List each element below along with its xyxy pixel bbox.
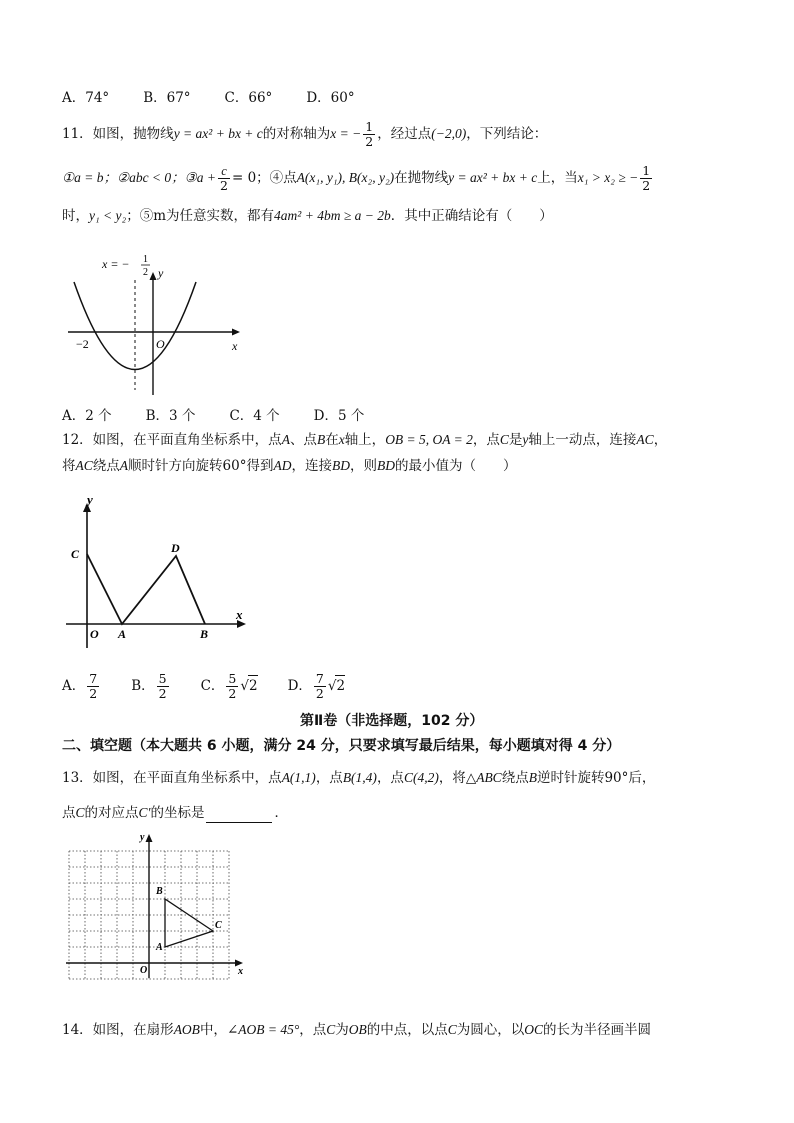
q11-option-a: A．2 个 — [62, 408, 112, 424]
q12-text: ，则 — [349, 458, 377, 474]
q13-math: B(1,4) — [342, 770, 377, 785]
q14-text: 中， — [199, 1022, 227, 1038]
q11-x-axis-arrow — [232, 329, 240, 336]
q12-text: 的最小值为（ ） — [394, 458, 517, 474]
q13-text: ，点 — [376, 770, 404, 786]
q12-x-label: x — [236, 607, 243, 622]
q10-option-b: B．67° — [143, 90, 191, 106]
q11-text: 时， — [62, 208, 89, 224]
q12-text: 得到 — [246, 458, 274, 474]
q13-math: A(1,1) — [281, 770, 316, 785]
q11-parabola-figure — [62, 250, 252, 400]
q12-text: ，连接 — [291, 458, 332, 474]
q11-text: ．其中正确结论有（ ） — [390, 208, 553, 224]
q13-triangle-abc — [165, 899, 213, 947]
q11-line-1 — [62, 120, 547, 149]
q12-option-b: B． $\frac{5}{2}$ — [131, 671, 167, 701]
q12-math: AC — [636, 432, 654, 447]
q12-math: x — [338, 432, 345, 447]
q11-condition: x₁ > x₂ ≥ − — [577, 170, 639, 185]
q12-rotation-figure — [62, 488, 252, 650]
q12-option-a: A． $\frac{7}{2}$ — [62, 671, 98, 701]
q11-axis-eq: x = − — [330, 126, 362, 141]
q11-text: ，经过点 — [377, 126, 432, 142]
q11-text: 的对称轴为 — [262, 126, 331, 142]
q12-point-c-label: C — [71, 547, 80, 561]
q11-axis-label-den: 2 — [143, 267, 148, 278]
q11-text: = 0；④点 — [231, 170, 297, 186]
q10-option-c: C．66° — [224, 90, 273, 106]
q13-text: 点 — [62, 805, 76, 821]
q13-x-label: x — [238, 966, 243, 977]
q13-math: C′ — [138, 805, 151, 820]
q12-origin-label: O — [90, 627, 99, 641]
q11-parabola-curve — [74, 282, 196, 370]
q13-point-a-label: A — [156, 942, 163, 953]
q14-math: OB — [348, 1022, 367, 1037]
q11-y-compare: y₁ < y₂ — [89, 208, 127, 223]
q11-inequality: 4am² + 4bm ≥ a − 2b — [274, 208, 391, 223]
q13-text: 的坐标是 — [150, 805, 205, 821]
q12-text: 轴上， — [344, 432, 386, 448]
q11-option-b: B．3 个 — [145, 408, 196, 424]
q11-option-c: C．4 个 — [229, 408, 280, 424]
q11-text: 上，当 — [537, 170, 578, 186]
q11-x-label: x — [232, 339, 238, 353]
q12-text: 12．如图，在平面直角坐标系中，点 — [62, 432, 282, 448]
q11-statement-1-3: ①a = b；②abc < 0；③a + — [62, 170, 217, 185]
q12-math: AD — [273, 458, 292, 473]
q12-text: 将 — [62, 458, 76, 474]
q13-text: ，将 — [438, 770, 466, 786]
q11-line-2 — [62, 164, 654, 193]
q12-text: 轴上一动点，连接 — [528, 432, 637, 448]
q13-text: 后， — [628, 770, 656, 786]
q12-math: 60° — [222, 458, 247, 474]
q12-text: 在 — [325, 432, 339, 448]
q10-option-d: D．60° — [306, 90, 355, 106]
q11-frac-half-2: $\frac{1}{2}$ — [642, 163, 651, 193]
q12-math: A — [119, 458, 129, 473]
q11-text: 在抛物线 — [394, 170, 449, 186]
q14-math: AOB — [173, 1022, 200, 1037]
q11-parabola-eq-2: y = ax² + bx + c — [448, 170, 538, 185]
q13-answer-blank[interactable] — [206, 808, 272, 823]
q11-point: (−2,0) — [431, 126, 467, 141]
section-2-title: 第Ⅱ卷（非选择题，102 分） — [300, 713, 484, 729]
q12-math: B — [316, 432, 326, 447]
q13-text: 绕点 — [501, 770, 529, 786]
q12-math: OB = 5, OA = 2 — [385, 432, 473, 447]
q12-text: 顺时针方向旋转 — [128, 458, 223, 474]
q12-math: C — [499, 432, 509, 447]
q12-text: 绕点 — [92, 458, 120, 474]
q12-math: BD — [331, 458, 350, 473]
q13-y-axis-arrow — [146, 834, 153, 842]
q11-option-d: D．5 个 — [313, 408, 365, 424]
q12-text: ，点 — [472, 432, 500, 448]
q12-option-c: C． $\frac{5}{2}$ √2 — [200, 671, 258, 701]
q11-number-text: 11．如图，抛物线 — [62, 126, 174, 142]
q12-math: A — [281, 432, 290, 447]
q12-math: AC — [75, 458, 93, 473]
q13-grid-figure — [62, 832, 252, 980]
q10-option-a: A．74° — [62, 90, 110, 106]
q13-origin-label: O — [140, 965, 148, 976]
q14-math: ∠AOB = 45° — [226, 1022, 300, 1037]
q14-math: OC — [524, 1022, 544, 1037]
q11-options — [62, 406, 398, 426]
q12-text: 、点 — [289, 432, 317, 448]
q14-text: 14．如图，在扇形 — [62, 1022, 174, 1038]
fill-in-section-heading: 二、填空题（本大题共 6 小题，满分 24 分，只要求填写最后结果，每小题填对得 4 分） — [62, 738, 621, 754]
q11-line-3 — [62, 206, 553, 226]
q13-text: 逆时针旋转 — [536, 770, 605, 786]
q13-y-label: y — [140, 832, 145, 843]
q14-text: 为 — [335, 1022, 349, 1038]
q13-math: 90° — [604, 770, 629, 786]
q12-point-d-label: D — [171, 541, 180, 555]
q11-axis-label: x = − — [102, 257, 130, 271]
q13-point-b-label: B — [156, 886, 163, 897]
q10-options — [62, 88, 389, 108]
q14-text: 的长为半径画半圆 — [543, 1022, 652, 1038]
q11-axis-label-num: 1 — [143, 254, 148, 265]
q11-text: ；⑤m为任意实数，都有 — [126, 208, 275, 224]
q13-text: ，点 — [315, 770, 343, 786]
q14-line-1 — [62, 1020, 651, 1040]
q11-y-label: y — [158, 266, 164, 280]
q14-text: 为圆心，以 — [456, 1022, 525, 1038]
q13-math: △ABC — [465, 770, 502, 785]
q13-line-1 — [62, 768, 655, 788]
q11-frac-c2: $\frac{c}{2}$ — [220, 164, 228, 193]
q13-text: ． — [274, 805, 288, 821]
q14-math: C — [447, 1022, 457, 1037]
q11-parabola-eq: y = ax² + bx + c — [173, 126, 263, 141]
q13-text: 的对应点 — [84, 805, 139, 821]
q12-text: ， — [653, 432, 668, 448]
q12-math: y — [522, 432, 529, 447]
q13-math: C(4,2) — [403, 770, 439, 785]
q13-text: 13．如图，在平面直角坐标系中，点 — [62, 770, 282, 786]
q14-text: ，点 — [299, 1022, 327, 1038]
q11-text: ，下列结论： — [466, 126, 548, 142]
q12-point-b-label: B — [200, 627, 209, 641]
q11-y-axis-arrow — [150, 272, 157, 280]
q11-frac-half: $\frac{1}{2}$ — [365, 119, 374, 149]
q13-point-c-label: C — [215, 920, 222, 931]
q12-options — [62, 672, 345, 701]
q12-y-label: y — [87, 492, 93, 507]
q12-text: 是 — [508, 432, 523, 448]
q13-line-2 — [62, 803, 288, 823]
q11-neg2-label: −2 — [76, 337, 89, 351]
q11-origin-label: O — [156, 337, 165, 351]
q11-points-ab: A(x₁, y₁), B(x₂, y₂) — [296, 170, 395, 185]
q12-option-d: D． $\frac{7}{2}$ √2 — [287, 671, 346, 701]
q13-math: C — [75, 805, 85, 820]
q12-point-a-label: A — [118, 627, 127, 641]
q12-line-1 — [62, 430, 667, 450]
q13-math: B — [528, 770, 537, 785]
q12-line-2 — [62, 456, 516, 476]
q14-text: 的中点，以点 — [366, 1022, 448, 1038]
q12-math: BD — [376, 458, 395, 473]
q12-segments-cabd — [87, 554, 205, 624]
q14-math: C — [326, 1022, 336, 1037]
